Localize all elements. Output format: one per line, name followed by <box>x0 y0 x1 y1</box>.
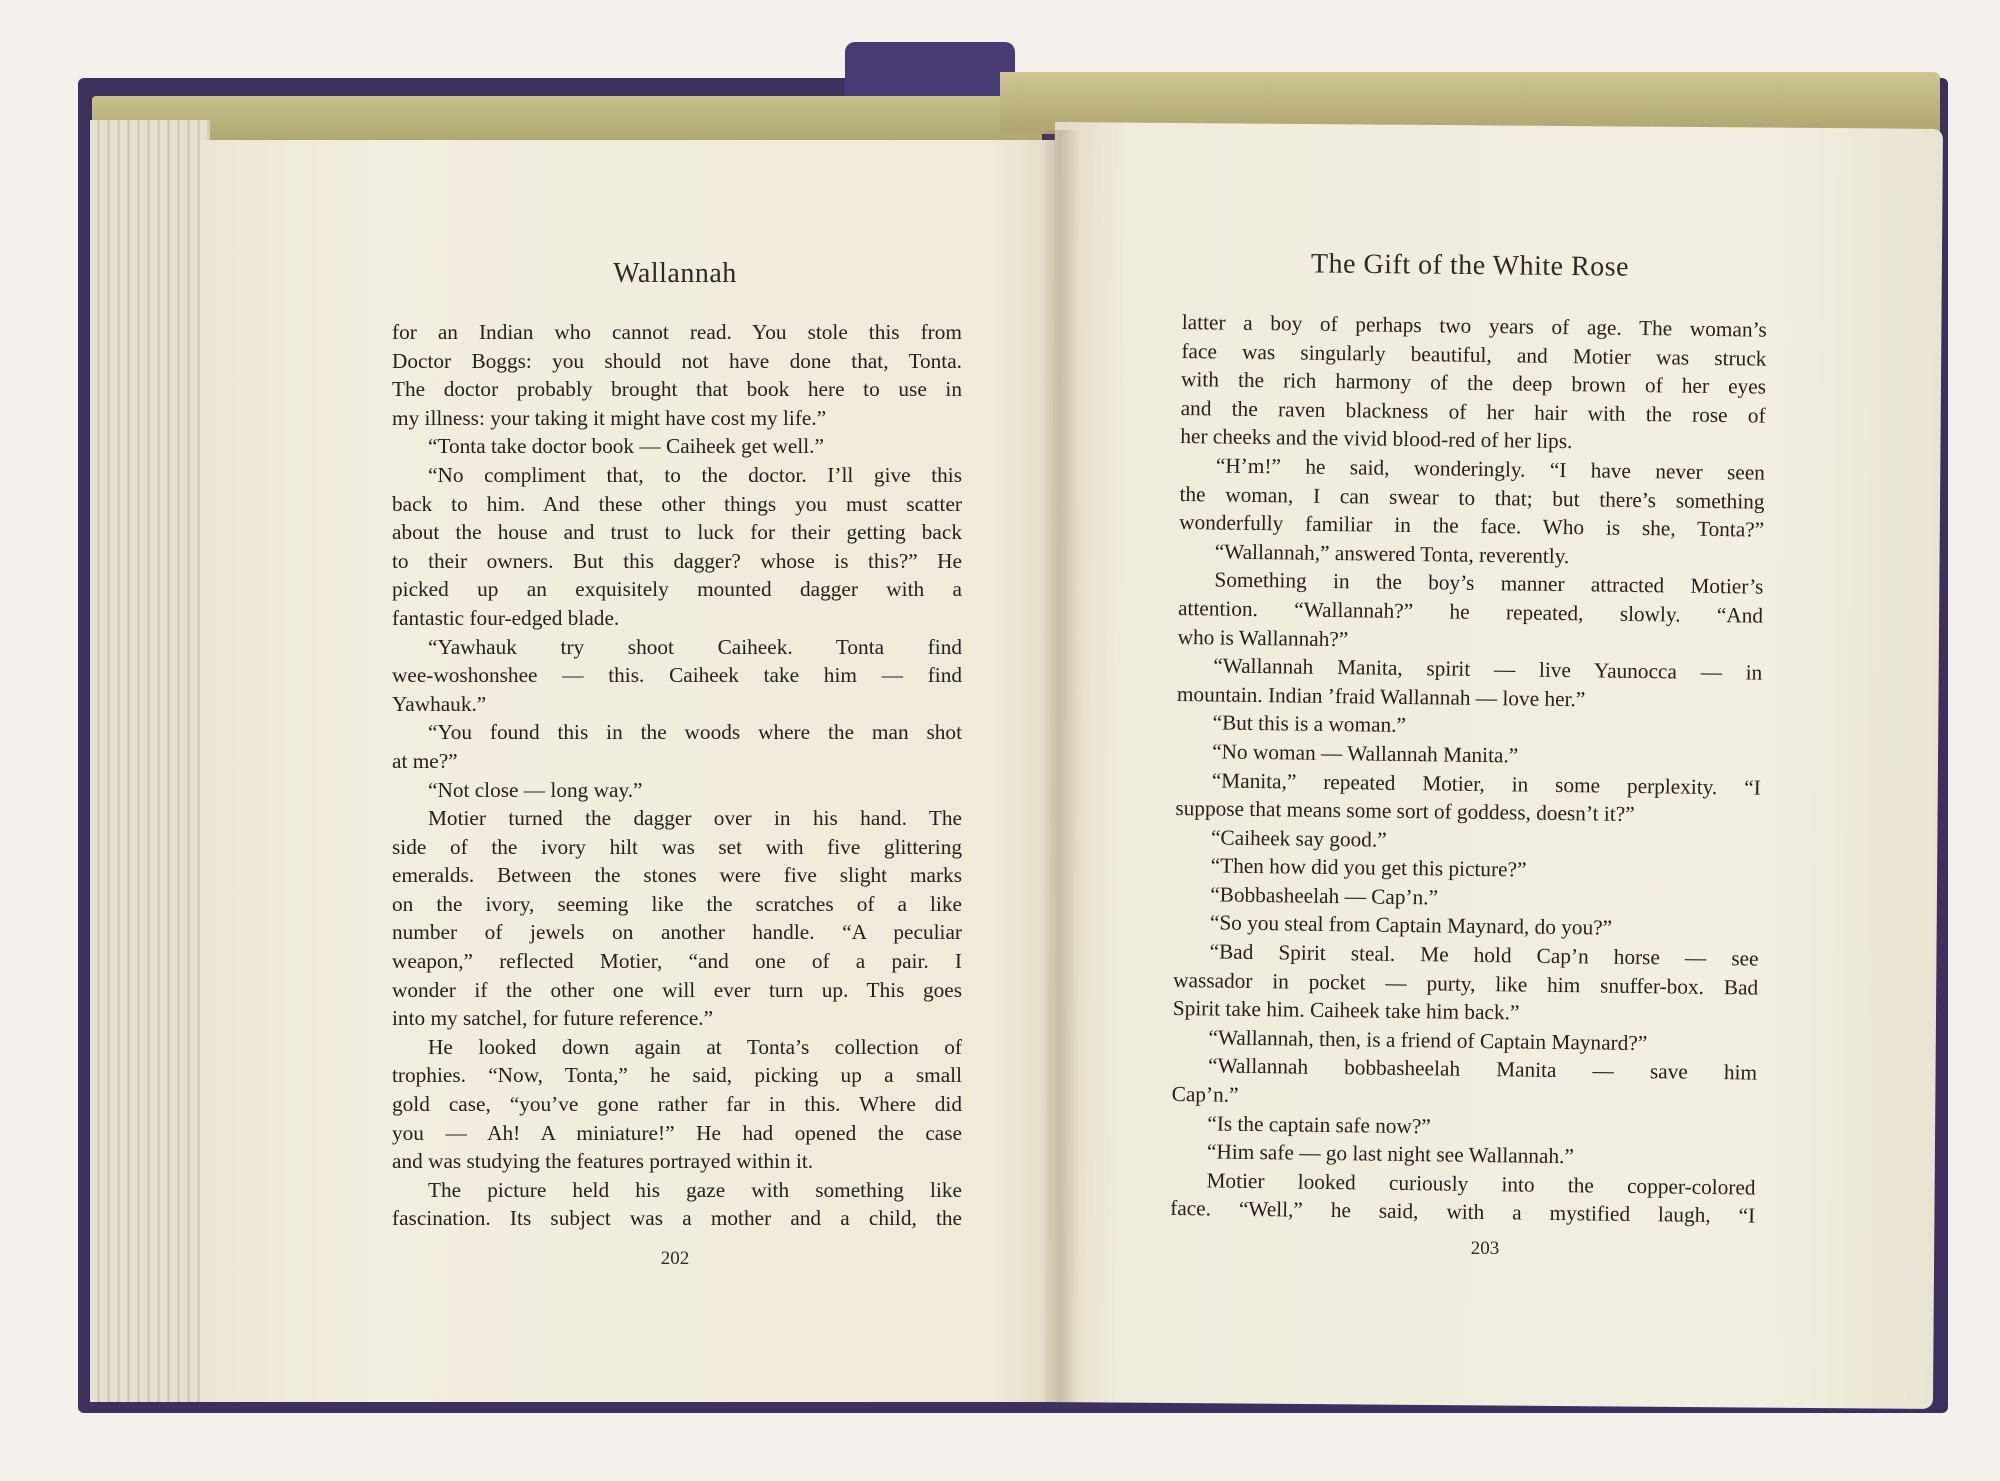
text-line: Spirit take him. Caiheek take him back.” <box>1172 996 1520 1025</box>
text-line: Something in the boy’s manner attracted Motier’s <box>1214 567 1764 599</box>
text-line: “Not close — long way.” <box>428 777 643 802</box>
text-line: Motier looked curiously into the copper-colored <box>1206 1168 1756 1200</box>
text-line: mountain. Indian ’fraid Wallannah — love her.” <box>1176 681 1586 712</box>
text-line: “Bobbasheelah — Cap’n.” <box>1210 882 1439 910</box>
text-line: side of the ivory hilt was set with five glittering <box>392 834 962 859</box>
text-line: He looked down again at Tonta’s collection of <box>428 1034 962 1059</box>
text-line: “But this is a woman.” <box>1212 710 1407 738</box>
text-line: “Bad Spirit steal. Me hold Cap’n horse — see <box>1209 939 1759 971</box>
text-line: attention. “Wallannah?” he repeated, slowly. “And <box>1177 595 1764 628</box>
page-stack-edge <box>90 120 210 1402</box>
text-line: “Him safe — go last night see Wallannah.” <box>1206 1139 1575 1169</box>
text-line: wassador in pocket — purty, like him snuffer-box. Bad <box>1173 967 1759 1000</box>
text-line: The picture held his gaze with something like <box>428 1177 962 1202</box>
text-line: “Wallannah bobbasheelah Manita — save him <box>1207 1053 1758 1086</box>
text-line: who is Wallannah?” <box>1177 624 1349 651</box>
text-line: Doctor Boggs: you should not have done that, Tonta. <box>392 348 962 373</box>
text-line: “Wallannah Manita, spirit — live Yaunocca — in <box>1213 653 1763 685</box>
text-line: “Yawhauk try shoot Caiheek. Tonta find <box>428 634 962 659</box>
right-running-header: The Gift of the White Rose <box>1310 248 1630 283</box>
right-page-number: 203 <box>1470 1238 1500 1259</box>
text-line: to their owners. But this dagger? whose is this?” He <box>392 548 962 573</box>
text-line: “So you steal from Captain Maynard, do you?” <box>1209 910 1613 941</box>
text-line: you — Ah! A miniature!” He had opened the case <box>392 1120 962 1145</box>
text-line: fantastic four-edged blade. <box>392 605 620 630</box>
text-line: latter a boy of perhaps two years of age. The woman’s <box>1181 309 1767 342</box>
text-line: Yawhauk.” <box>392 691 487 716</box>
text-line: The doctor probably brought that book here to use in <box>392 377 962 402</box>
text-line: Cap’n.” <box>1171 1081 1239 1107</box>
text-line: into my satchel, for future reference.” <box>392 1006 714 1031</box>
text-line: “H’m!” he said, wonderingly. “I have never seen <box>1215 453 1766 485</box>
text-line: “No woman — Wallannah Manita.” <box>1212 739 1519 768</box>
text-line: “You found this in the woods where the man shot <box>428 720 962 745</box>
text-line: wonder if the other one will ever turn up. This goes <box>392 977 962 1002</box>
text-line: weapon,” reflected Motier, “and one of a pair. I <box>392 949 962 974</box>
text-line: on the ivory, seeming like the scratches of a like <box>392 891 962 916</box>
text-line: “Tonta take doctor book — Caiheek get well.” <box>428 434 824 459</box>
text-line: “No compliment that, to the doctor. I’ll give this <box>428 462 962 487</box>
text-line: suppose that means some sort of goddess, doesn’t it?” <box>1175 796 1635 827</box>
text-line: “Manita,” repeated Motier, in some perplexity. “I <box>1211 767 1761 800</box>
text-line: “Is the captain safe now?” <box>1207 1111 1431 1138</box>
text-line: face. “Well,” he said, with a mystified laugh, “I <box>1170 1196 1756 1228</box>
text-line: and the raven blackness of her hair with the rose of <box>1180 395 1766 428</box>
text-line: gold case, “you’ve gone rather far in this. Where did <box>392 1092 962 1117</box>
text-line: her cheeks and the vivid blood-red of her lips. <box>1180 424 1573 454</box>
text-line: picked up an exquisitely mounted dagger with a <box>392 577 962 602</box>
text-line: trophies. “Now, Tonta,” he said, picking up a small <box>392 1063 962 1088</box>
text-line: for an Indian who cannot read. You stole this from <box>392 320 962 344</box>
left-page-text <box>392 318 962 1233</box>
left-running-header: Wallannah <box>613 258 737 289</box>
right-page-text <box>1170 308 1767 1231</box>
text-line: my illness: your taking it might have cost my life.” <box>392 405 827 430</box>
text-line: the woman, I can swear to that; but there’s something <box>1179 481 1765 514</box>
text-line: number of jewels on another handle. “A peculiar <box>392 920 962 945</box>
text-line: back to him. And these other things you must scatter <box>392 491 962 516</box>
text-line: fascination. Its subject was a mother and a child, the <box>392 1206 962 1231</box>
text-line: at me?” <box>392 748 458 773</box>
text-line: and was studying the features portrayed within it. <box>392 1149 814 1174</box>
text-line: “Caiheek say good.” <box>1210 825 1387 852</box>
text-line: with the rich harmony of the deep brown of her eyes <box>1180 367 1767 399</box>
text-line: “Wallannah, then, is a friend of Captain Maynard?” <box>1208 1025 1648 1055</box>
text-line: “Wallannah,” answered Tonta, reverently. <box>1214 539 1570 568</box>
text-line: emeralds. Between the stones were five slight marks <box>392 863 962 888</box>
text-line: Motier turned the dagger over in his hand. The <box>428 806 962 831</box>
text-line: wee-woshonshee — this. Caiheek take him — find <box>392 663 962 688</box>
book-gutter <box>1040 130 1080 1402</box>
left-page-number: 202 <box>660 1248 690 1269</box>
text-line: face was singularly beautiful, and Motier was struck <box>1181 338 1767 371</box>
text-line: “Then how did you get this picture?” <box>1210 853 1527 882</box>
text-line: about the house and trust to luck for their getting back <box>392 520 962 545</box>
text-line: wonderfully familiar in the face. Who is she, Tonta?” <box>1179 510 1765 542</box>
